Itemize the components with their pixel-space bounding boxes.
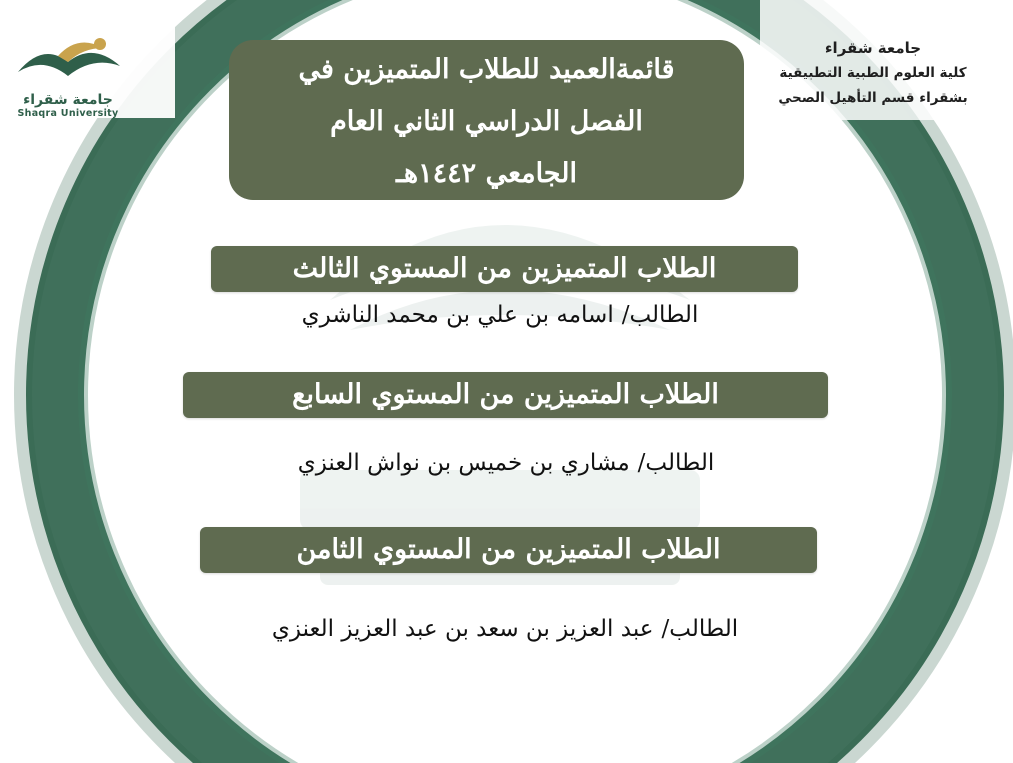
student-entry-eighth (170, 616, 840, 642)
department-name: بشقراء قسم التأهيل الصحي (778, 90, 968, 106)
level-heading-third: الطلاب المتميزين من المستوي الثالث (211, 246, 798, 292)
student-name: عبد العزيز بن سعد بن عبد العزيز العنزي (271, 616, 654, 642)
university-header (763, 36, 983, 111)
student-entry-seventh (200, 450, 812, 476)
level-heading-eighth: الطلاب المتميزين من المستوي الثامن (200, 527, 817, 573)
student-name: مشاري بن خميس بن نواش العنزي (297, 450, 630, 476)
logo-arabic-name: جامعة شقراء (23, 92, 113, 108)
student-entry-third (200, 302, 800, 328)
title-line-1: قائمةالعميد للطلاب المتميزين في (298, 54, 675, 85)
college-name: كلية العلوم الطبية التطبيقية (779, 65, 967, 81)
logo-english-name: Shaqra University (17, 108, 119, 119)
title-line-3: الجامعي ١٤٤٢هـ (396, 158, 577, 189)
page-title-box (229, 40, 744, 200)
student-prefix: الطالب/ (661, 616, 739, 642)
logo-text (12, 92, 124, 119)
title-line-2: الفصل الدراسي الثاني العام (330, 106, 643, 137)
level-heading-seventh: الطلاب المتميزين من المستوي السابع (183, 372, 828, 418)
university-name: جامعة شقراء (824, 39, 922, 57)
student-prefix: الطالب/ (621, 302, 699, 328)
student-prefix: الطالب/ (637, 450, 715, 476)
student-name: اسامه بن علي بن محمد الناشري (301, 302, 614, 328)
